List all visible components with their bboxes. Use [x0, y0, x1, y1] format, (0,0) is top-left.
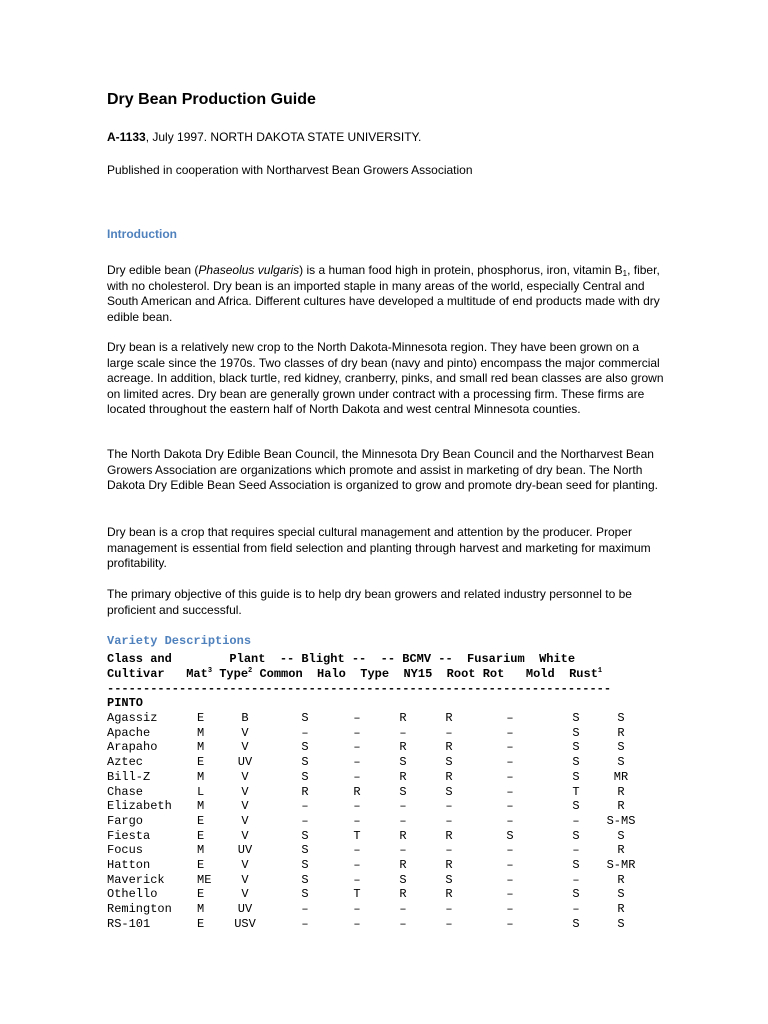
document-title: Dry Bean Production Guide: [107, 91, 316, 108]
cell-bcmv-type: S: [399, 755, 407, 770]
cell-halo: –: [353, 916, 361, 931]
cell-rust: S: [617, 916, 625, 931]
intro-paragraph-5: The primary objective of this guide is to help dry bean growers and related industry personnel to be proficient and successful.: [107, 587, 632, 617]
cell-mold: S: [572, 769, 580, 784]
cell-bcmv-type: R: [399, 769, 407, 784]
cell-bcmv-type: R: [399, 858, 407, 872]
table-row: [107, 770, 667, 785]
cell-mold: S: [572, 858, 580, 872]
cell-mold: T: [572, 784, 580, 799]
cell-rust: R: [617, 725, 625, 740]
cell-cultivar: Focus: [107, 843, 144, 858]
cell-mat: L: [197, 784, 205, 799]
cell-ny15: –: [445, 725, 453, 740]
table-row: [107, 755, 667, 770]
cell-common: –: [301, 813, 309, 828]
cell-mold: –: [572, 813, 580, 828]
cell-bcmv-type: S: [399, 784, 407, 799]
cell-ny15: R: [445, 887, 453, 902]
cell-ny15: R: [445, 711, 453, 725]
cell-type: UV: [237, 902, 253, 917]
publication-id: A-1133: [107, 130, 146, 144]
cell-halo: –: [353, 813, 361, 828]
table-row: [107, 726, 667, 741]
cell-cultivar: Fargo: [107, 813, 144, 828]
cell-ny15: R: [445, 740, 453, 755]
cell-cultivar: Chase: [107, 784, 144, 799]
cell-type: V: [241, 799, 249, 814]
table-row: [107, 814, 667, 829]
cell-rust: S: [617, 740, 625, 755]
table-row: [107, 740, 667, 755]
table-header-row-1: Class and Plant -- Blight -- -- BCMV -- Fusarium White: [107, 652, 576, 666]
cell-halo: T: [353, 828, 361, 843]
cell-common: S: [301, 887, 309, 902]
cell-halo: –: [353, 769, 361, 784]
cell-common: S: [301, 858, 309, 872]
cell-mat: M: [197, 799, 205, 814]
cell-cultivar: Remington: [107, 902, 172, 917]
intro-paragraph-2: Dry bean is a relatively new crop to the North Dakota-Minnesota region. They have been grown on a large scale since the 1970s. Two classes of dry bean (navy and pinto) encompass the major commercial acreage. In addition, black turtle, red kidney, cranberry, pinks, and small red bean classes are also grown on limited acres. Dry bean are generally grown under contract with a processing firm. These firms are located throughout the eastern half of North Dakota and west central Minnesota counties.: [107, 340, 664, 416]
cell-common: S: [301, 740, 309, 755]
cell-mat: M: [197, 902, 205, 917]
cooperation-note: Published in cooperation with Northarvest Bean Growers Association: [107, 163, 473, 177]
cell-common: –: [301, 725, 309, 740]
cell-cultivar: RS-101: [107, 916, 151, 931]
cell-halo: –: [353, 858, 361, 872]
cell-bcmv-type: R: [399, 711, 407, 725]
cell-bcmv-type: R: [399, 740, 407, 755]
cell-bcmv-type: –: [399, 813, 407, 828]
cell-mat: ME: [197, 872, 212, 887]
cell-bcmv-type: R: [399, 828, 407, 843]
table-row: [107, 785, 667, 800]
cell-halo: –: [353, 725, 361, 740]
cell-bcmv-type: –: [399, 799, 407, 814]
cell-common: –: [301, 916, 309, 931]
cell-froot: –: [506, 872, 514, 887]
cell-bcmv-type: R: [399, 887, 407, 902]
cell-ny15: –: [445, 799, 453, 814]
cell-mold: S: [572, 725, 580, 740]
cell-common: R: [301, 784, 309, 799]
cell-froot: –: [506, 887, 514, 902]
cell-halo: –: [353, 843, 361, 858]
cell-mat: E: [197, 828, 205, 843]
table-row: [107, 887, 667, 902]
table-row: [107, 799, 667, 814]
cell-type: V: [241, 725, 249, 740]
cell-common: S: [301, 828, 309, 843]
cell-ny15: –: [445, 813, 453, 828]
cell-type: V: [241, 769, 249, 784]
cell-mold: –: [572, 872, 580, 887]
table-row: [107, 711, 667, 726]
cell-halo: –: [353, 711, 361, 725]
intro-paragraph-1: Dry edible bean (Phaseolus vulgaris) is a human food high in protein, phosphorus, iron, vitamin $B_1$, fiber, with no cholesterol. Dry bean is an imported staple in many areas of the world, especially Central and South American and Africa. Different cultures have developed a multitude of end products made with dry edible bean.: [107, 263, 660, 324]
cell-mat: E: [197, 711, 205, 725]
cell-type: B: [241, 711, 249, 725]
cell-mat: E: [197, 858, 205, 872]
cell-mold: S: [572, 916, 580, 931]
cell-froot: –: [506, 755, 514, 770]
cell-halo: –: [353, 872, 361, 887]
cell-common: –: [301, 799, 309, 814]
table-row: [107, 873, 667, 888]
cell-common: S: [301, 843, 309, 858]
cell-froot: –: [506, 858, 514, 872]
publication-details: , July 1997. NORTH DAKOTA STATE UNIVERSITY.: [145, 130, 422, 144]
cell-bcmv-type: –: [399, 725, 407, 740]
table-row: [107, 902, 667, 917]
cell-mold: S: [572, 711, 580, 725]
cell-rust: S: [617, 755, 625, 770]
table-row: [107, 829, 667, 844]
cell-rust: R: [617, 799, 625, 814]
cell-rust: S: [617, 828, 625, 843]
cell-cultivar: Agassiz: [107, 711, 158, 725]
cell-common: S: [301, 872, 309, 887]
cell-ny15: –: [445, 916, 453, 931]
cell-froot: –: [506, 725, 514, 740]
cell-rust: S: [617, 887, 625, 902]
cell-froot: –: [506, 843, 514, 858]
table-row: [107, 843, 667, 858]
variety-descriptions-title: Variety Descriptions: [107, 634, 252, 648]
cell-froot: –: [506, 813, 514, 828]
cell-froot: –: [506, 711, 514, 725]
cell-mold: S: [572, 799, 580, 814]
cell-mat: M: [197, 843, 205, 858]
cell-cultivar: Othello: [107, 887, 158, 902]
cell-cultivar: Elizabeth: [107, 799, 172, 814]
cell-cultivar: Apache: [107, 725, 151, 740]
cell-mold: –: [572, 843, 580, 858]
cell-rust: R: [617, 872, 625, 887]
publication-line: [107, 130, 421, 144]
intro-paragraph-4: Dry bean is a crop that requires special cultural management and attention by the producer. Proper management is essential from field selection and planting through harvest and marketing for maximum profitability.: [107, 525, 651, 570]
cell-halo: –: [353, 902, 361, 917]
section-heading-introduction: Introduction: [107, 227, 177, 241]
cell-halo: –: [353, 799, 361, 814]
cell-common: S: [301, 769, 309, 784]
cell-froot: –: [506, 902, 514, 917]
intro-paragraph-3: The North Dakota Dry Edible Bean Council, the Minnesota Dry Bean Council and the Northarvest Bean Growers Association are organizations which promote and assist in marketing of dry bean. The North Dakota Dry Edible Bean Seed Association is organized to grow and promote dry-bean seed for planting.: [107, 447, 658, 492]
cell-mat: M: [197, 725, 205, 740]
cell-halo: R: [353, 784, 361, 799]
cell-type: USV: [234, 916, 256, 931]
cell-bcmv-type: –: [399, 902, 407, 917]
cell-rust: S-MR: [606, 858, 636, 872]
cell-bcmv-type: –: [399, 843, 407, 858]
cell-halo: T: [353, 887, 361, 902]
cell-ny15: –: [445, 843, 453, 858]
cell-type: V: [241, 858, 249, 872]
cell-cultivar: Arapaho: [107, 740, 158, 755]
cell-rust: MR: [613, 769, 629, 784]
cell-mold: S: [572, 740, 580, 755]
cell-mold: –: [572, 902, 580, 917]
cell-type: V: [241, 887, 249, 902]
cell-ny15: S: [445, 784, 453, 799]
cell-type: V: [241, 784, 249, 799]
cell-mat: M: [197, 740, 205, 755]
cell-cultivar: Maverick: [107, 872, 165, 887]
cell-type: V: [241, 740, 249, 755]
table-row: [107, 917, 667, 932]
cell-rust: S-MS: [606, 813, 636, 828]
table-header-row-2: Cultivar Mat$^3$ Type$^2$ Common Halo Type NY15 Root Rot Mold Rust$^1$: [107, 667, 603, 681]
cell-ny15: S: [445, 872, 453, 887]
cell-bcmv-type: S: [399, 872, 407, 887]
cell-ny15: R: [445, 769, 453, 784]
cell-cultivar: Bill-Z: [107, 769, 151, 784]
cell-froot: S: [506, 828, 514, 843]
cell-rust: S: [617, 711, 625, 725]
cell-mold: S: [572, 887, 580, 902]
cell-type: V: [241, 872, 249, 887]
cell-type: V: [241, 828, 249, 843]
cell-rust: R: [617, 843, 625, 858]
cell-common: S: [301, 711, 309, 725]
cell-mold: S: [572, 828, 580, 843]
cell-rust: R: [617, 902, 625, 917]
cell-mat: E: [197, 887, 205, 902]
cell-type: UV: [237, 755, 253, 770]
cell-mat: E: [197, 813, 205, 828]
table-row: [107, 858, 667, 873]
cell-ny15: R: [445, 858, 453, 872]
cell-mold: S: [572, 755, 580, 770]
cell-common: S: [301, 755, 309, 770]
cell-froot: –: [506, 916, 514, 931]
cell-type: UV: [237, 843, 253, 858]
cell-ny15: –: [445, 902, 453, 917]
table-group-pinto: PINTO: [107, 696, 144, 710]
cell-froot: –: [506, 769, 514, 784]
cell-bcmv-type: –: [399, 916, 407, 931]
species-name: Phaseolus vulgaris: [198, 263, 300, 277]
cell-mat: M: [197, 769, 205, 784]
cell-type: V: [241, 813, 249, 828]
cell-cultivar: Hatton: [107, 858, 151, 872]
cell-froot: –: [506, 784, 514, 799]
cell-halo: –: [353, 740, 361, 755]
cell-cultivar: Fiesta: [107, 828, 151, 843]
cell-mat: E: [197, 916, 205, 931]
cell-mat: E: [197, 755, 205, 770]
cell-froot: –: [506, 740, 514, 755]
cell-ny15: R: [445, 828, 453, 843]
cell-cultivar: Aztec: [107, 755, 144, 770]
cell-halo: –: [353, 755, 361, 770]
cell-froot: –: [506, 799, 514, 814]
cell-common: –: [301, 902, 309, 917]
cell-rust: R: [617, 784, 625, 799]
cell-ny15: S: [445, 755, 453, 770]
table-separator: ----------------------------------------------------------------------: [107, 682, 612, 696]
